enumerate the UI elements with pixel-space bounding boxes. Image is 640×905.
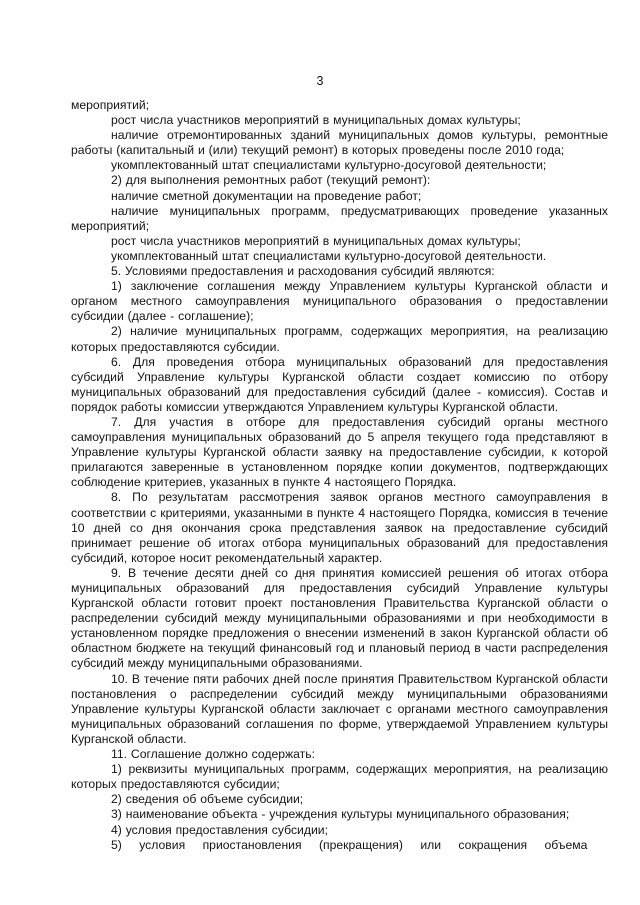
paragraph: наличие отремонтированных зданий муниципальных домов культуры, ремонтные работы (капитальный и (или) текущий ремонт) в которых проведены после 2010 года; — [71, 128, 608, 158]
paragraph: наличие муниципальных программ, предусматривающих проведение указанных мероприятий; — [71, 203, 608, 233]
paragraph: 2) наличие муниципальных программ, содержащих мероприятия, на реализацию которых предоставляются субсидии. — [71, 324, 608, 354]
paragraph: 5. Условиями предоставления и расходования субсидий являются: — [111, 264, 495, 279]
paragraph: 7. Для участия в отборе для предоставления субсидий органы местного самоуправления муниципальных образований до 5 апреля текущего года представляют в Управление культуры Курганской области заявку на предоставление субсидии, к которой прилагаются заверенные в установленном порядке копии документов, подтверждающих соблюдение критериев, указанных в пункте 4 настоящего Порядка. — [71, 414, 608, 490]
page-number: 3 — [316, 74, 324, 88]
paragraph: 5) условия приостановления (прекращения) или сокращения объема — [111, 837, 588, 852]
paragraph: 11. Соглашение должно содержать: — [111, 747, 315, 762]
paragraph: наличие сметной документации на проведение работ; — [111, 188, 422, 203]
paragraph: 1) реквизиты муниципальных программ, содержащих мероприятия, на реализацию которых предоставляются субсидии; — [71, 762, 608, 792]
paragraph: укомплектованный штат специалистами культурно-досуговой деятельности; — [111, 158, 547, 173]
paragraph: 2) для выполнения ремонтных работ (текущий ремонт): — [111, 173, 431, 188]
paragraph: 10. В течение пяти рабочих дней после принятия Правительством Курганской области постановления о распределении субсидий между муниципальными образованиями Управление культуры Курганской области заключает с органами местного самоуправления муниципальных образований соглашения по форме, утверждаемой Управлением культуры Курганской области. — [71, 671, 608, 746]
paragraph: 6. Для проведения отбора муниципальных образований для предоставления субсидий Управление культуры Курганской области создает комиссию по отбору муниципальных образований для предоставления субсидий (далее - комиссия). Состав и порядок работы комиссии утверждаются Управлением культуры Курганской области. — [71, 354, 608, 414]
paragraph: 8. По результатам рассмотрения заявок органов местного самоуправления в соответствии с критериями, указанными в пункте 4 настоящего Порядка, комиссия в течение 10 дней со дня окончания срока представления заявок на предоставление субсидий принимает решение об итогах отбора муниципальных образований для предоставления субсидий, которое носит рекомендательный характер. — [71, 490, 608, 565]
paragraph: укомплектованный штат специалистами культурно-досуговой деятельности. — [111, 248, 547, 263]
paragraph: мероприятий; — [71, 98, 150, 112]
paragraph: рост числа участников мероприятий в муниципальных домах культуры; — [111, 113, 521, 128]
paragraph: 1) заключение соглашения между Управлением культуры Курганской области и органом местного самоуправления муниципального образования о предоставлении субсидии (далее - соглашение); — [71, 279, 608, 324]
paragraph: 2) сведения об объеме субсидии; — [111, 792, 304, 807]
paragraph: 4) условия предоставления субсидии; — [111, 822, 328, 837]
document-body — [71, 98, 608, 853]
paragraph: 3) наименование объекта - учреждения культуры муниципального образования; — [111, 807, 570, 822]
paragraph: 9. В течение десяти дней со дня принятия комиссией решения об итогах отбора муниципальных образований для предоставления субсидий Управление культуры Курганской области готовит проект постановления Правительства Курганской области о распределении субсидий между муниципальными образованиями и при необходимости в установленном порядке предложения о внесении изменений в закон Курганской области об областном бюджете на текущий финансовый год и плановый период в части распределения субсидий между муниципальными образованиями. — [71, 565, 608, 671]
paragraph: рост числа участников мероприятий в муниципальных домах культуры; — [111, 233, 521, 248]
